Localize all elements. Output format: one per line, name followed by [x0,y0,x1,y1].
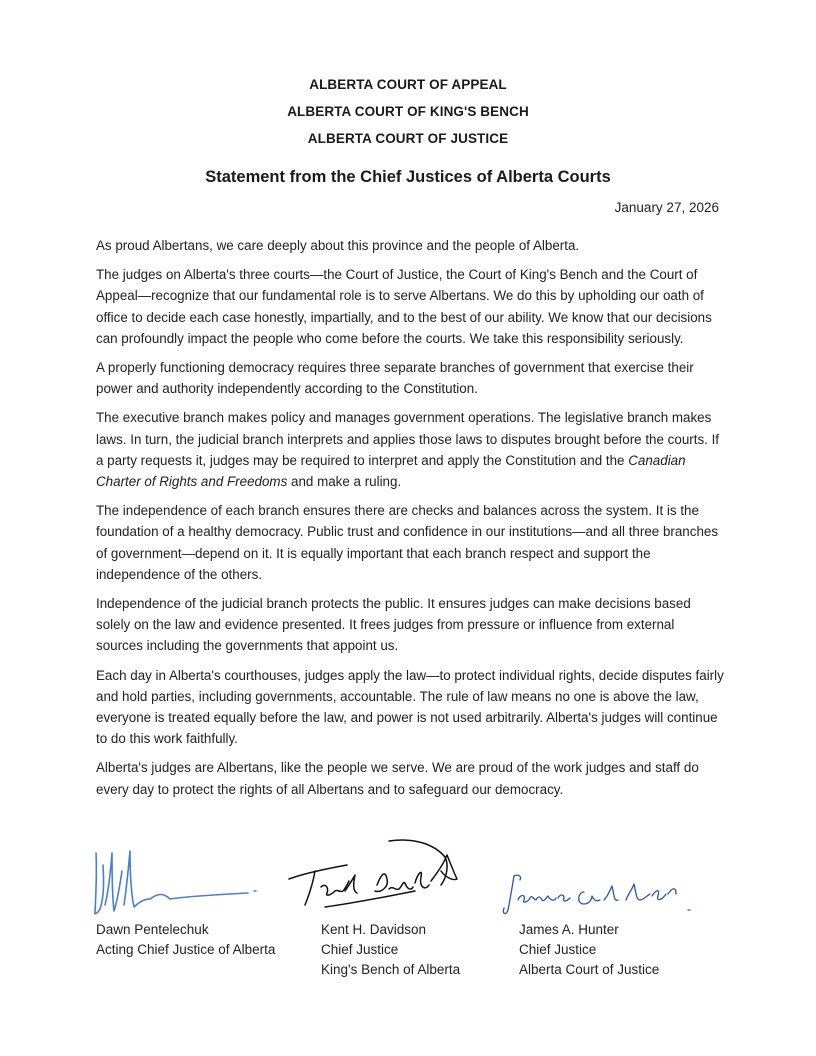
court-name-appeal: ALBERTA COURT OF APPEAL [309,77,507,92]
statement-title: Statement from the Chief Justices of Alberta Courts [205,168,611,186]
paragraph: Alberta's judges are Albertans, like the people we serve. We are proud of the work judges and staff do every day to protect the rights of all Albertans and to safeguard our democracy. [96,760,699,797]
statement-body [96,235,724,808]
signatory-name: Dawn Pentelechuk [96,922,209,937]
signatory-title: Chief Justice [321,942,399,957]
court-name-justice: ALBERTA COURT OF JUSTICE [307,131,509,146]
signature-davidson [285,835,470,915]
paragraph: The independence of each branch ensures there are checks and balances across the system. It is the foundation of a healthy democracy. Public trust and confidence in our institutions—and all three branches of government—depend on it. It is equally important that each branch respect and support the independence of the others. [96,503,719,582]
signatory-court: King's Bench of Alberta [321,962,461,977]
paragraph: The judges on Alberta's three courts—the Court of Justice, the Court of King's Bench and the Court of Appeal—recognize that our fundamental role is to serve Albertans. We do this by upholding our oath of office to decide each case honestly, impartially, and to the best of our ability. We know that our decisions can profoundly impact the people who come before the courts. We take this responsibility seriously. [96,267,712,346]
signature-hunter [500,870,700,920]
paragraph: A properly functioning democracy requires three separate branches of government that exercise their power and authority independently according to the Constitution. [96,360,694,397]
signatory-court: Alberta Court of Justice [519,962,660,977]
paragraph-text: The executive branch makes policy and manages government operations. The legislative branch makes laws. In turn, the judicial branch interprets and applies those laws to disputes brought before the courts. If a party requests it, judges may be required to interpret and apply the Constitution and the [96,410,720,468]
paragraph: Each day in Alberta's courthouses, judges apply the law—to protect individual rights, decide disputes fairly and hold parties, including governments, accountable. The rule of law means no one is above the law, everyone is treated equally before the law, and power is not used arbitrarily. Alberta's judges will continue to do this work faithfully. [96,667,724,747]
signatory-title: Acting Chief Justice of Alberta [96,942,276,957]
signatory-name: Kent H. Davidson [321,922,427,937]
signatory-davidson [321,920,460,980]
paragraph: Independence of the judicial branch protects the public. It ensures judges can make decisions based solely on the law and evidence presented. It frees judges from pressure or influence from external sources including the governments that appoint us. [96,596,691,654]
signatory-pentelechuk [96,920,275,960]
court-name-kings-bench: ALBERTA COURT OF KING'S BENCH [287,104,529,119]
paragraph [96,407,724,492]
statement-date: January 27, 2026 [614,200,719,215]
signatory-hunter [519,920,659,980]
signatory-name: James A. Hunter [519,922,619,937]
charter-title: Canadian Charter of Rights and Freedoms [96,452,686,490]
signatory-title: Chief Justice [519,942,597,957]
paragraph-text: and make a ruling. [287,474,402,490]
paragraph: As proud Albertans, we care deeply about this province and the people of Alberta. [96,238,580,253]
signature-pentelechuk [88,843,263,921]
